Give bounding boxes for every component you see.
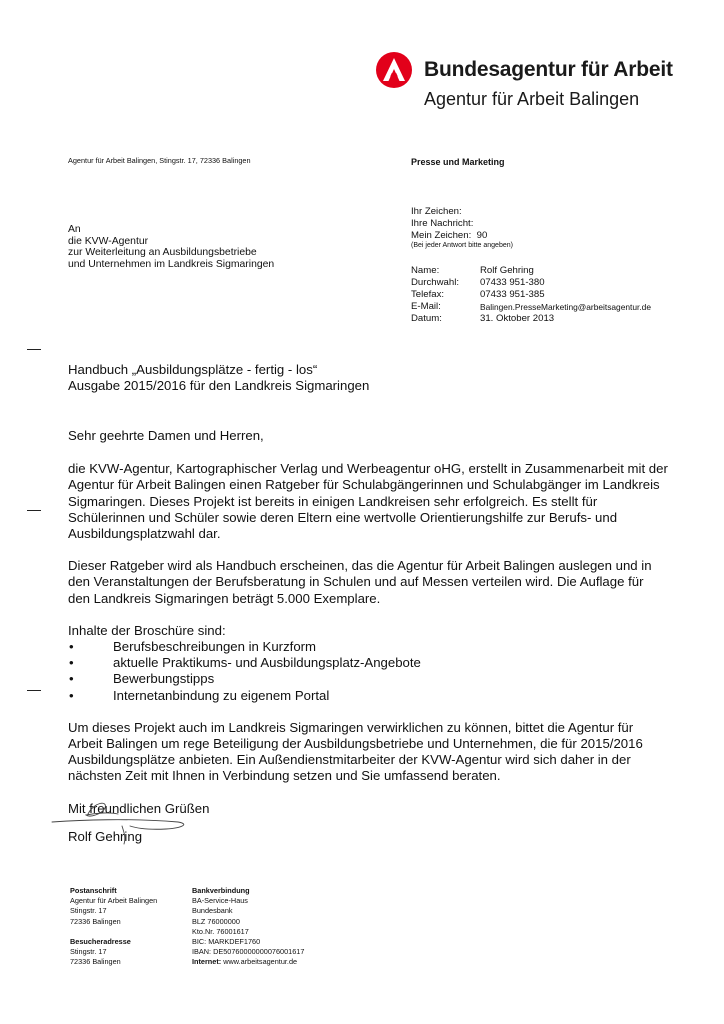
mein-zeichen-value: 90	[476, 229, 488, 241]
contact-value: Rolf Gehring	[480, 265, 534, 276]
contents-intro: Inhalte der Broschüre sind:	[68, 622, 226, 638]
contact-row-phone	[411, 277, 651, 289]
website-link[interactable]: www.arbeitsagentur.de	[223, 957, 298, 967]
mein-zeichen-label: Mein Zeichen:	[411, 229, 472, 241]
footer-line: 72336 Balingen	[70, 916, 121, 926]
agency-logo-icon	[376, 52, 412, 88]
recipient-line: An	[68, 224, 81, 235]
letter-body	[68, 428, 668, 817]
fold-mark	[27, 349, 41, 350]
list-item	[68, 639, 668, 655]
footer-bank	[192, 886, 304, 968]
contents-list	[68, 639, 668, 704]
closing: Mit freundlichen Grüßen	[68, 800, 210, 816]
fold-mark	[27, 510, 41, 511]
contact-value: 07433 951-380	[480, 277, 545, 288]
signer-name: Rolf Gehring	[68, 829, 143, 844]
contact-label: Durchwahl:	[411, 277, 459, 288]
list-item	[68, 655, 668, 671]
bullet: •	[69, 687, 74, 703]
footer-line: Bundesbank	[192, 906, 233, 916]
contact-label: Telefax:	[411, 289, 445, 300]
subject-line: Ausgabe 2015/2016 für den Landkreis Sigmaringen	[68, 377, 370, 393]
list-item-text: Internetanbindung zu eigenem Portal	[113, 687, 330, 703]
subject-line: Handbuch „Ausbildungsplätze - fertig - los“	[68, 362, 318, 377]
contact-row-date	[411, 313, 651, 325]
recipient-line: zur Weiterleitung an Ausbildungsbetriebe	[68, 247, 257, 259]
salutation: Sehr geehrte Damen und Herren,	[68, 428, 264, 443]
footer-line: IBAN: DE50760000000076001617	[192, 947, 305, 957]
internet-label: Internet:	[192, 957, 222, 967]
contact-label: E-Mail:	[411, 301, 441, 312]
footer-line: Stingstr. 17	[70, 947, 107, 957]
contact-label: Name:	[411, 265, 440, 276]
list-item	[68, 671, 668, 687]
recipient-line: und Unternehmen im Landkreis Sigmaringen	[68, 258, 275, 270]
office-name: Agentur für Arbeit Balingen	[424, 89, 640, 109]
list-item-text: Bewerbungstipps	[113, 671, 215, 687]
list-item-text: Berufsbeschreibungen in Kurzform	[113, 639, 317, 655]
footer-line: 72336 Balingen	[70, 957, 121, 967]
paragraph: die KVW-Agentur, Kartographischer Verlag und Werbeagentur oHG, erstellt in Zusammenarbeit mit der Agentur für Arbeit Balingen einen Ratgeber für Schulabgängerinnen und Schulabgänger im Landkreis Sigmaringen. Dieses Projekt ist bereits in einigen Landkreisen sehr erfolgreich. Es stellt für Schülerinnen und Schüler sowie deren Eltern eine wertvolle Orientierungshilfe zur Berufs- und Ausbildungsplatzwahl dar.	[68, 461, 668, 542]
ihre-nachricht: Ihre Nachricht:	[411, 217, 474, 229]
reference-block	[411, 206, 513, 251]
bullet: •	[69, 671, 74, 687]
reference-note: (Bei jeder Antwort bitte angeben)	[411, 242, 513, 250]
contact-row-name	[411, 265, 651, 277]
list-item	[68, 688, 668, 704]
department-label: Presse und Marketing	[411, 157, 505, 167]
mein-zeichen	[411, 230, 513, 242]
contact-value: 07433 951-385	[480, 289, 545, 300]
bullet: •	[69, 655, 74, 671]
contact-row-email	[411, 301, 651, 313]
subject	[68, 362, 369, 393]
footer-line: BA-Service-Haus	[192, 896, 248, 906]
footer-line: Agentur für Arbeit Balingen	[70, 896, 158, 906]
contact-value: 31. Oktober 2013	[480, 313, 555, 324]
footer-internet	[192, 957, 304, 967]
bullet: •	[69, 639, 74, 655]
footer-heading: Postanschrift	[70, 886, 117, 895]
contact-block	[411, 265, 651, 325]
paragraph: Um dieses Projekt auch im Landkreis Sigmaringen verwirklichen zu können, bittet die Agentur für Arbeit Balingen um rege Beteiligung der Ausbildungsbetriebe und Unternehmen, die für 2015/2016 Ausbildungsplätze anbieten. Ein Außendienstmitarbeiter der KVW-Agentur wird sich daher in der nächsten Zeit mit Ihnen in Verbindung setzen und Sie umfassend beraten.	[68, 719, 643, 784]
footer-line: Kto.Nr. 76001617	[192, 926, 249, 936]
list-item-text: aktuelle Praktikums- und Ausbildungsplatz-Angebote	[113, 655, 421, 671]
contact-row-fax	[411, 289, 651, 301]
sender-line: Agentur für Arbeit Balingen, Stingstr. 17, 72336 Balingen	[68, 156, 251, 165]
contact-label: Datum:	[411, 313, 442, 324]
org-name: Bundesagentur für Arbeit	[424, 58, 673, 81]
paragraph: Dieser Ratgeber wird als Handbuch erscheinen, das die Agentur für Arbeit Balingen auslegen und in den Veranstaltungen der Berufsberatung in Schulen und auf Messen verteilen wird. Die Auflage für den Landkreis Sigmaringen beträgt 5.000 Exemplare.	[68, 558, 652, 606]
recipient-line: die KVW-Agentur	[68, 235, 149, 247]
footer-address	[70, 886, 157, 967]
footer-heading: Besucheradresse	[70, 936, 131, 946]
footer-heading: Bankverbindung	[192, 886, 250, 895]
fold-mark	[27, 690, 41, 691]
email-link[interactable]: Balingen.PresseMarketing@arbeitsagentur.de	[480, 302, 651, 312]
recipient-address	[68, 224, 274, 270]
footer-line: Stingstr. 17	[70, 906, 107, 916]
footer-line: BIC: MARKDEF1760	[192, 937, 261, 947]
ihr-zeichen: Ihr Zeichen:	[411, 206, 462, 217]
footer-line: BLZ 76000000	[192, 916, 240, 926]
